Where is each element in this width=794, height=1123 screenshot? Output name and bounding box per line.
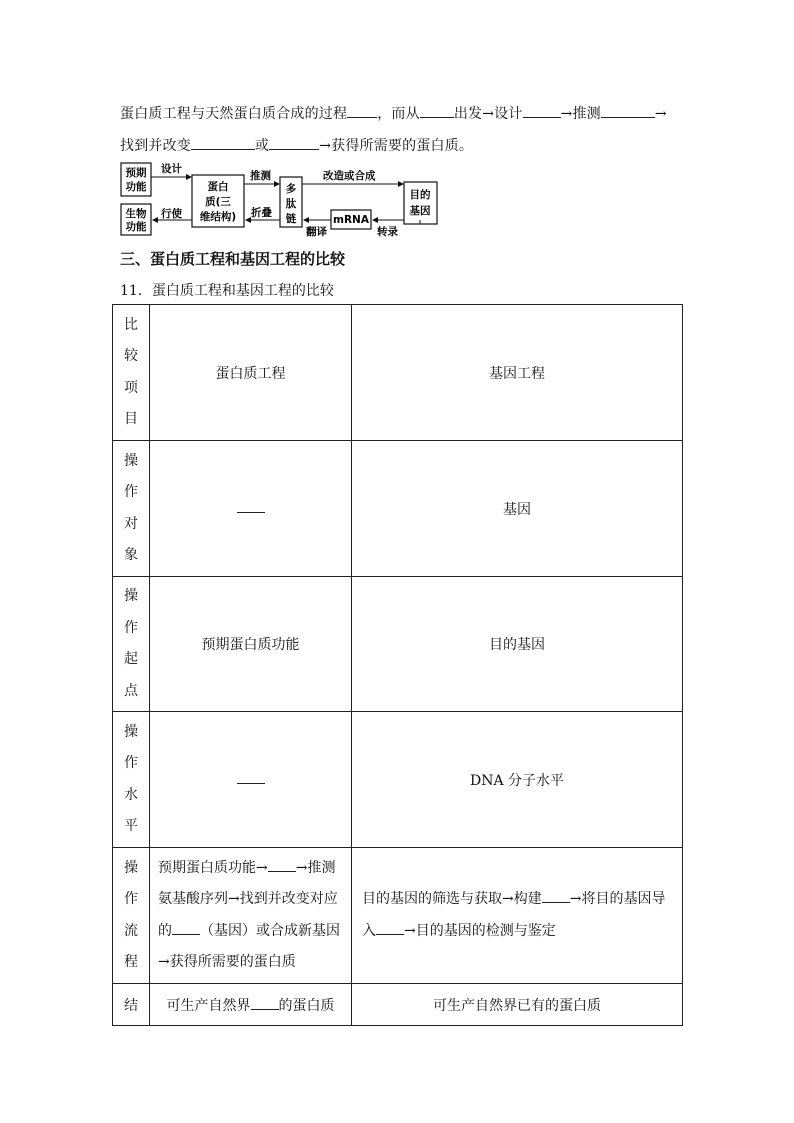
box-text: 质(三 xyxy=(205,196,231,208)
protein-engineering-diagram xyxy=(118,158,448,238)
box-text: 多 xyxy=(285,183,297,195)
row-label: 操 作 对 象 xyxy=(113,441,150,577)
blank-4[interactable] xyxy=(601,105,655,118)
box-text: 蛋白 xyxy=(207,181,229,193)
gene-header: 基因工程 xyxy=(352,305,683,441)
gene-result-cell: 可生产自然界已有的蛋白质 xyxy=(352,984,683,1026)
row-label: 操 作 流 程 xyxy=(113,848,150,984)
protein-result-cell: 可生产自然界 的蛋白质 xyxy=(150,984,352,1026)
box-text: 生物 xyxy=(125,208,147,220)
box-text: 功能 xyxy=(125,221,147,233)
protein-start-cell: 预期蛋白质功能 xyxy=(150,577,352,712)
label-translate: 翻译 xyxy=(306,226,327,238)
row-label: 比 较 项 目 xyxy=(113,305,150,441)
label-infer: 推测 xyxy=(250,170,271,182)
table-row xyxy=(113,712,683,848)
label-act: 行使 xyxy=(161,208,182,220)
table-row xyxy=(113,577,683,712)
gene-flow-cell: 目的基因的筛选与获取→构建 →将目的基因导 入 →目的基因的检测与鉴定 xyxy=(352,848,683,984)
blank-3[interactable] xyxy=(523,105,561,118)
box-text: 预期 xyxy=(125,167,147,179)
label-transcribe: 转录 xyxy=(377,226,398,238)
protein-object-cell xyxy=(150,441,352,577)
answer-blank[interactable] xyxy=(376,922,404,935)
answer-blank[interactable] xyxy=(237,771,265,784)
table-row xyxy=(113,441,683,577)
blank-5[interactable] xyxy=(191,137,255,150)
box-text: 目的 xyxy=(409,189,431,201)
label-modify: 改造或合成 xyxy=(323,170,376,182)
blank-6[interactable] xyxy=(269,137,319,150)
table-row xyxy=(113,848,683,984)
box-text: 功能 xyxy=(125,181,147,193)
intro-line-2: 找到并改变 或 →获得所需要的蛋白质。 xyxy=(120,138,474,154)
blank-2[interactable] xyxy=(420,105,454,118)
gene-object-cell: 基因 xyxy=(352,441,683,577)
label-design: 设计 xyxy=(161,163,182,175)
protein-header: 蛋白质工程 xyxy=(150,305,352,441)
box-text: 链 xyxy=(285,213,297,225)
answer-blank[interactable] xyxy=(172,922,200,935)
box-text: 基因 xyxy=(409,205,431,217)
gene-level-cell: DNA 分子水平 xyxy=(352,712,683,848)
gene-start-cell: 目的基因 xyxy=(352,577,683,712)
comparison-table xyxy=(112,304,683,1026)
protein-flow-cell: 预期蛋白质功能→ →推测 氨基酸序列→找到并改变对应 的 （基因）或合成新基因 →获得所需要的蛋白质 xyxy=(150,848,352,984)
answer-blank[interactable] xyxy=(251,997,279,1010)
box-text: 维结构) xyxy=(199,211,237,223)
row-label: 操 作 水 平 xyxy=(113,712,150,848)
section-heading: 三、蛋白质工程和基因工程的比较 xyxy=(120,250,346,268)
label-fold: 折叠 xyxy=(251,207,272,219)
table-caption: 11．蛋白质工程和基因工程的比较 xyxy=(120,283,334,299)
protein-level-cell xyxy=(150,712,352,848)
row-label: 结 xyxy=(113,984,150,1026)
box-text: 肽 xyxy=(285,198,297,210)
table-row xyxy=(113,984,683,1026)
box-text: mRNA xyxy=(333,214,369,226)
answer-blank[interactable] xyxy=(542,890,570,903)
blank-1[interactable] xyxy=(347,105,377,118)
intro-line-1: 蛋白质工程与天然蛋白质合成的过程 ，而从 出发→设计 →推测 → xyxy=(120,106,667,122)
answer-blank[interactable] xyxy=(268,859,296,872)
row-label: 操 作 起 点 xyxy=(113,577,150,712)
table-row xyxy=(113,305,683,441)
answer-blank[interactable] xyxy=(237,500,265,513)
